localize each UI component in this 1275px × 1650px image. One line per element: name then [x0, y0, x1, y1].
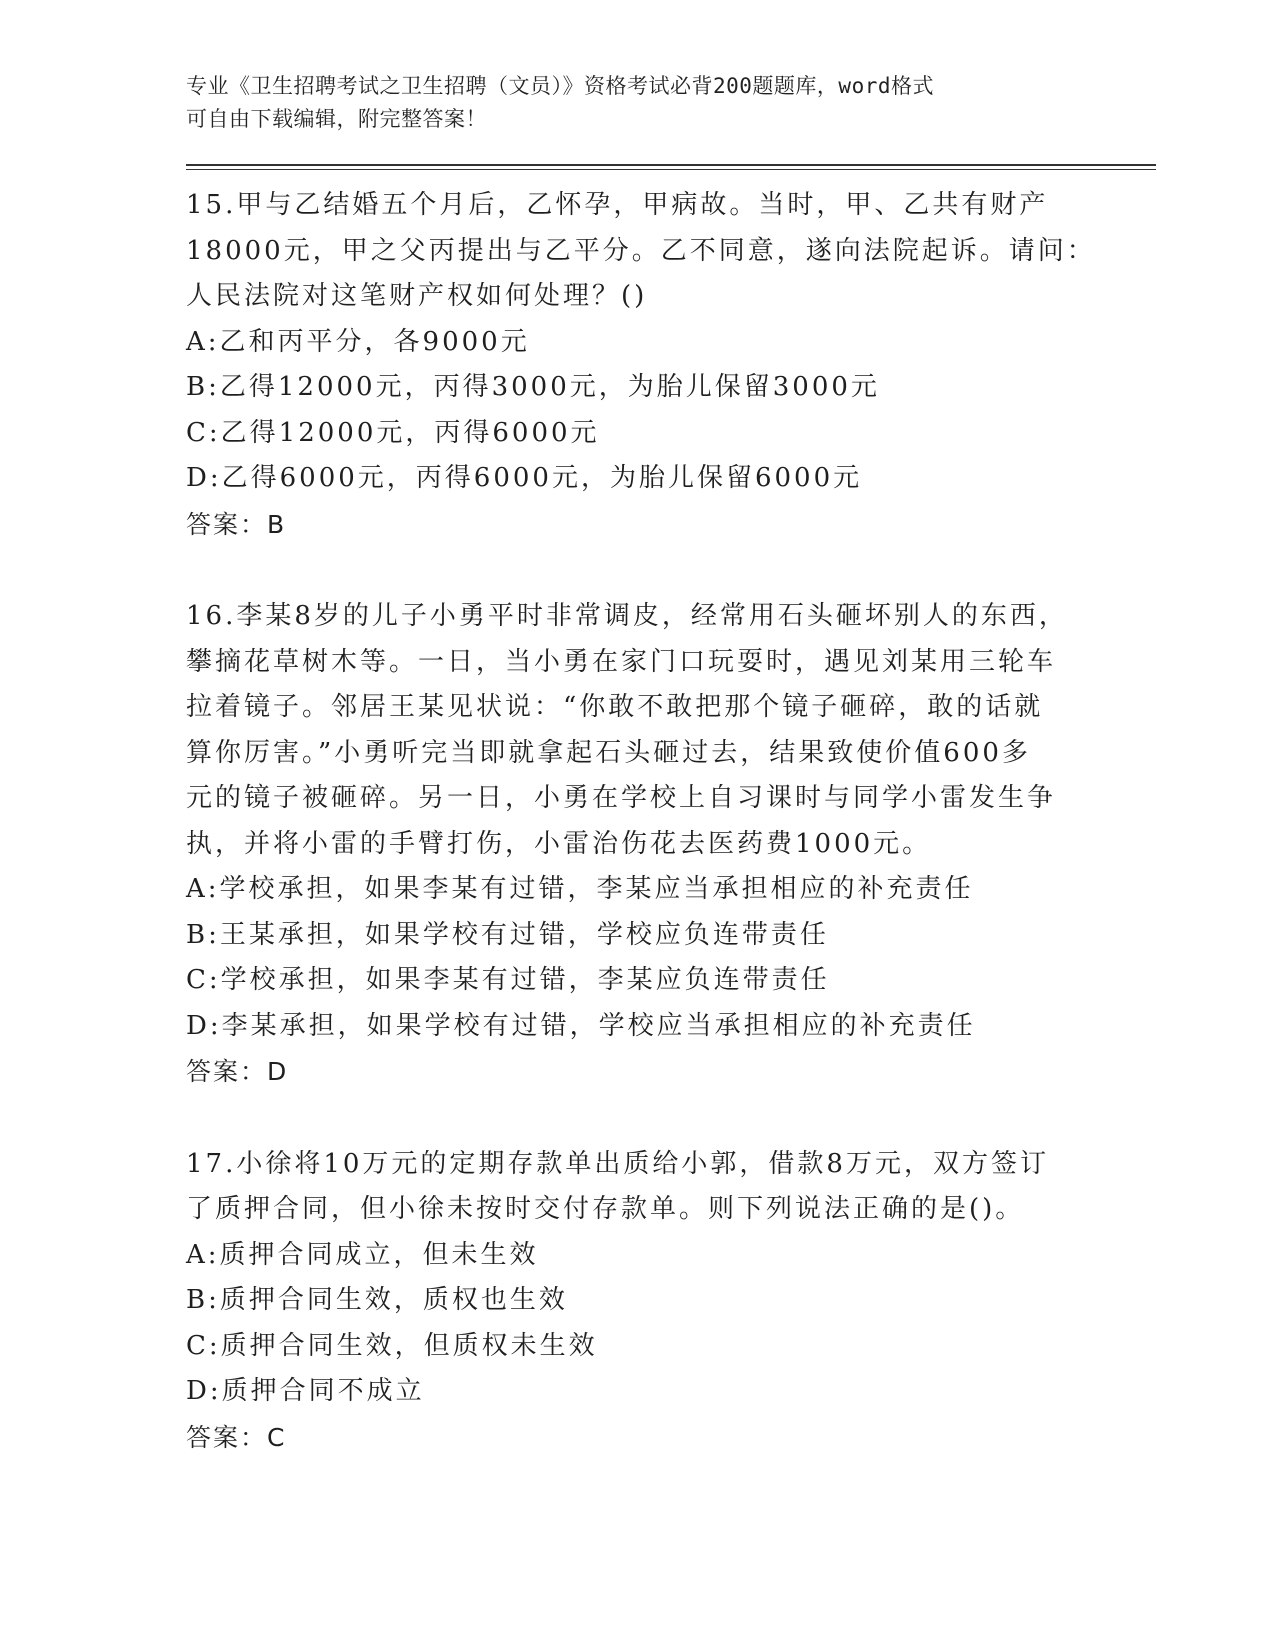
- option-d: D:乙得6000元，丙得6000元，为胎儿保留6000元: [186, 463, 863, 493]
- question-text-line: 算你厉害。”小勇听完当即就拿起石头砸过去，结果致使价值600多: [186, 737, 1031, 768]
- question-text-line: 攀摘花草树木等。一日，当小勇在家门口玩耍时，遇见刘某用三轮车: [186, 646, 1057, 677]
- option-d: D:质押合同不成立: [186, 1376, 425, 1406]
- header-divider: [186, 164, 1156, 170]
- option-c: C:学校承担，如果李某有过错，李某应负连带责任: [186, 965, 830, 995]
- header-line: 可自由下载编辑，附完整答案！: [186, 107, 487, 131]
- header-line: 专业《卫生招聘考试之卫生招聘（文员）》资格考试必背200题题库，word格式: [186, 74, 934, 98]
- question-text-line: 执，并将小雷的手臂打伤，小雷治伤花去医药费1000元。: [186, 828, 932, 859]
- question-list: [186, 183, 1156, 1460]
- question-text-line: 了质押合同，但小徐未按时交付存款单。则下列说法正确的是()。: [186, 1194, 1025, 1224]
- option-a: A:学校承担，如果李某有过错，李某应当承担相应的补充责任: [186, 874, 974, 904]
- question-16: [186, 594, 1156, 1095]
- option-a: A:质押合同成立，但未生效: [186, 1239, 539, 1270]
- document-header: [186, 70, 1066, 136]
- option-d: D:李某承担，如果学校有过错，学校应当承担相应的补充责任: [186, 1010, 976, 1041]
- question-text-line: 18000元，甲之父丙提出与乙平分。乙不同意，遂向法院起诉。请问：: [186, 235, 1096, 266]
- question-17: [186, 1142, 1156, 1461]
- answer-label: 答案：B: [186, 509, 287, 539]
- option-b: B:乙得12000元，丙得3000元，为胎儿保留3000元: [186, 372, 880, 402]
- question-text-line: 元的镜子被砸碎。另一日，小勇在学校上自习课时与同学小雷发生争: [186, 783, 1057, 813]
- answer-label: 答案：C: [186, 1422, 287, 1452]
- question-text-line: 15.甲与乙结婚五个月后，乙怀孕，甲病故。当时，甲、乙共有财产: [186, 190, 1049, 220]
- question-text-line: 人民法院对这笔财产权如何处理？(): [186, 281, 648, 311]
- option-a: A:乙和丙平分，各9000元: [186, 326, 530, 357]
- option-b: B:质押合同生效，质权也生效: [186, 1285, 568, 1315]
- answer-label: 答案：D: [186, 1057, 289, 1086]
- question-text-line: 16.李某8岁的儿子小勇平时非常调皮，经常用石头砸坏别人的东西，: [186, 601, 1068, 631]
- option-c: C:质押合同生效，但质权未生效: [186, 1330, 598, 1361]
- document-page: [186, 70, 1156, 1507]
- question-text-line: 拉着镜子。邻居王某见状说：“你敢不敢把那个镜子砸碎，敢的话就: [186, 692, 1044, 722]
- question-text-line: 17.小徐将10万元的定期存款单出质给小郭，借款8万元，双方签订: [186, 1148, 1049, 1179]
- question-15: [186, 183, 1156, 547]
- option-c: C:乙得12000元，丙得6000元: [186, 417, 600, 448]
- option-b: B:王某承担，如果学校有过错，学校应负连带责任: [186, 919, 829, 950]
